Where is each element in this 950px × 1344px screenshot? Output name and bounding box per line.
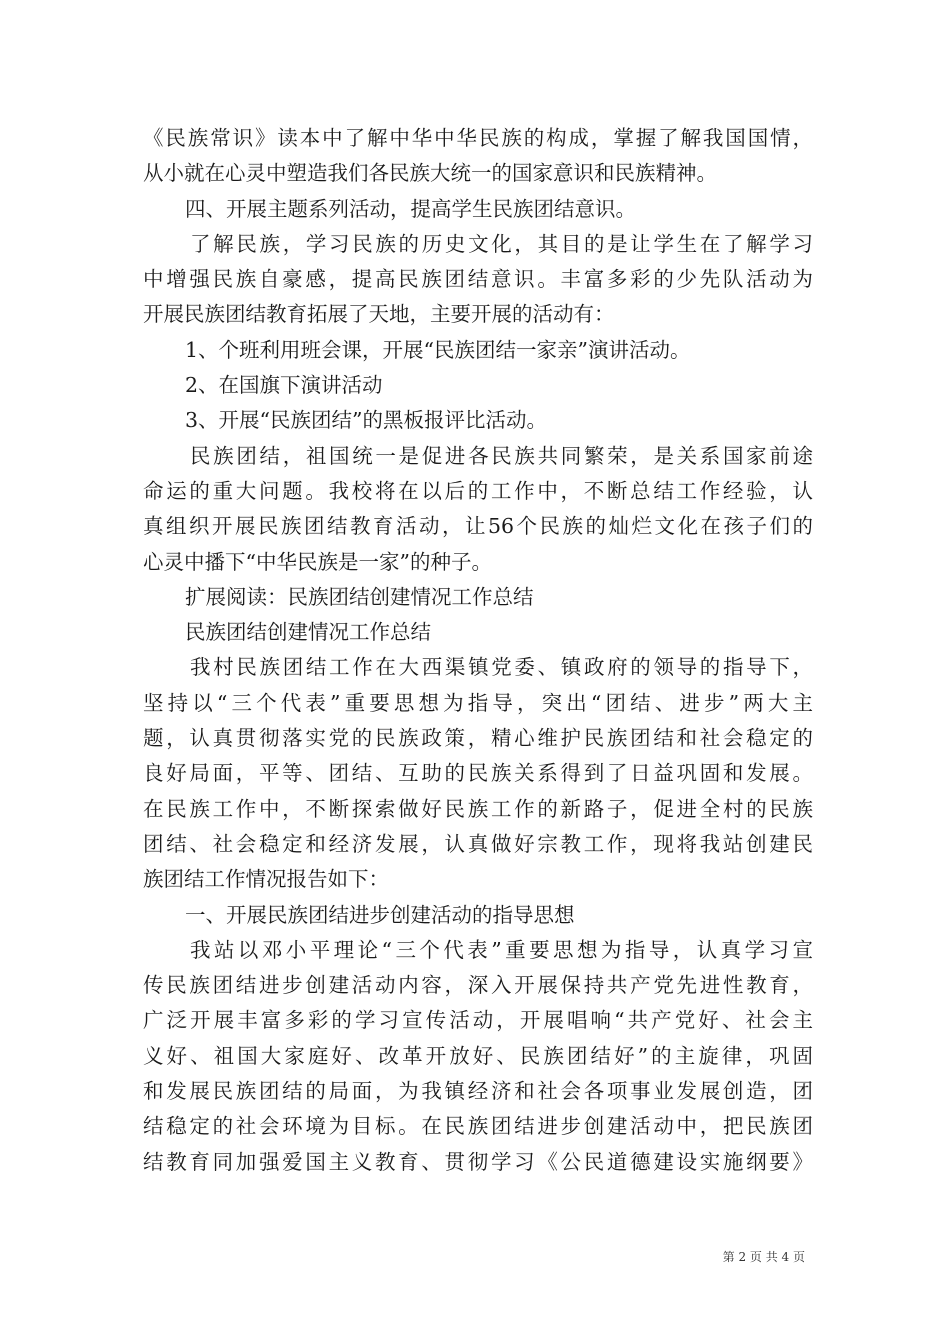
text-line: 命运的重大问题。我校将在以后的工作中，不断总结工作经验，认: [143, 478, 813, 503]
text-line: 结稳定的社会环境为目标。在民族团结进步创建活动中，把民族团: [143, 1114, 813, 1139]
text-line: 从小就在心灵中塑造我们各民族大统一的国家意识和民族精神。: [143, 161, 717, 186]
text-line: 广泛开展丰富多彩的学习宣传活动，开展唱响“共产党好、社会主: [143, 1008, 813, 1033]
text-line: 了解民族，学习民族的历史文化，其目的是让学生在了解学习: [190, 231, 813, 256]
text-line: 题，认真贯彻落实党的民族政策，精心维护民族团结和社会稳定的: [143, 726, 813, 751]
text-line: 一、开展民族团结进步创建活动的指导思想: [185, 902, 575, 927]
text-line: 义好、祖国大家庭好、改革开放好、民族团结好”的主旋律，巩固: [143, 1043, 813, 1068]
text-line: 团结、社会稳定和经济发展，认真做好宗教工作，现将我站创建民: [143, 831, 813, 856]
text-line: 《民族常识》读本中了解中华中华民族的构成，掌握了解我国国情，: [143, 126, 813, 150]
text-line: 民族团结创建情况工作总结: [185, 620, 431, 645]
text-line: 开展民族团结教育拓展了天地，主要开展的活动有：: [143, 302, 615, 327]
text-line: 1、个班利用班会课，开展“民族团结一家亲”演讲活动。: [185, 337, 691, 362]
page-number: 第 2 页 共 4 页: [722, 1250, 805, 1264]
text-line: 和发展民族团结的局面，为我镇经济和社会各项事业发展创造，团: [143, 1079, 813, 1104]
text-line: 扩展阅读：民族团结创建情况工作总结: [185, 584, 534, 609]
text-line: 结教育同加强爱国主义教育、贯彻学习《公民道德建设实施纲要》: [143, 1149, 813, 1174]
text-line: 坚持以“三个代表”重要思想为指导，突出“团结、进步”两大主: [143, 690, 813, 715]
text-line: 我站以邓小平理论“三个代表”重要思想为指导，认真学习宣: [190, 937, 813, 962]
text-line: 良好局面，平等、团结、互助的民族关系得到了日益巩固和发展。: [143, 761, 813, 786]
text-line: 中增强民族自豪感，提高民族团结意识。丰富多彩的少先队活动为: [143, 267, 813, 292]
text-line: 3、开展“民族团结”的黑板报评比活动。: [185, 408, 548, 433]
text-line: 传民族团结进步创建活动内容，深入开展保持共产党先进性教育，: [143, 973, 813, 998]
text-line: 真组织开展民族团结教育活动，让56个民族的灿烂文化在孩子们的: [143, 514, 813, 539]
text-line: 民族团结，祖国统一是促进各民族共同繁荣，是关系国家前途: [190, 443, 813, 468]
text-line: 在民族工作中，不断探索做好民族工作的新路子，促进全村的民族: [143, 796, 813, 821]
text-line: 心灵中播下“中华民族是一家”的种子。: [143, 549, 492, 574]
text-line: 2、在国旗下演讲活动: [185, 373, 383, 398]
text-line: 我村民族团结工作在大西渠镇党委、镇政府的领导的指导下，: [190, 655, 813, 680]
text-line: 四、开展主题系列活动，提高学生民族团结意识。: [185, 196, 636, 221]
document-body: [143, 121, 813, 1180]
text-line: 族团结工作情况报告如下：: [143, 867, 389, 892]
